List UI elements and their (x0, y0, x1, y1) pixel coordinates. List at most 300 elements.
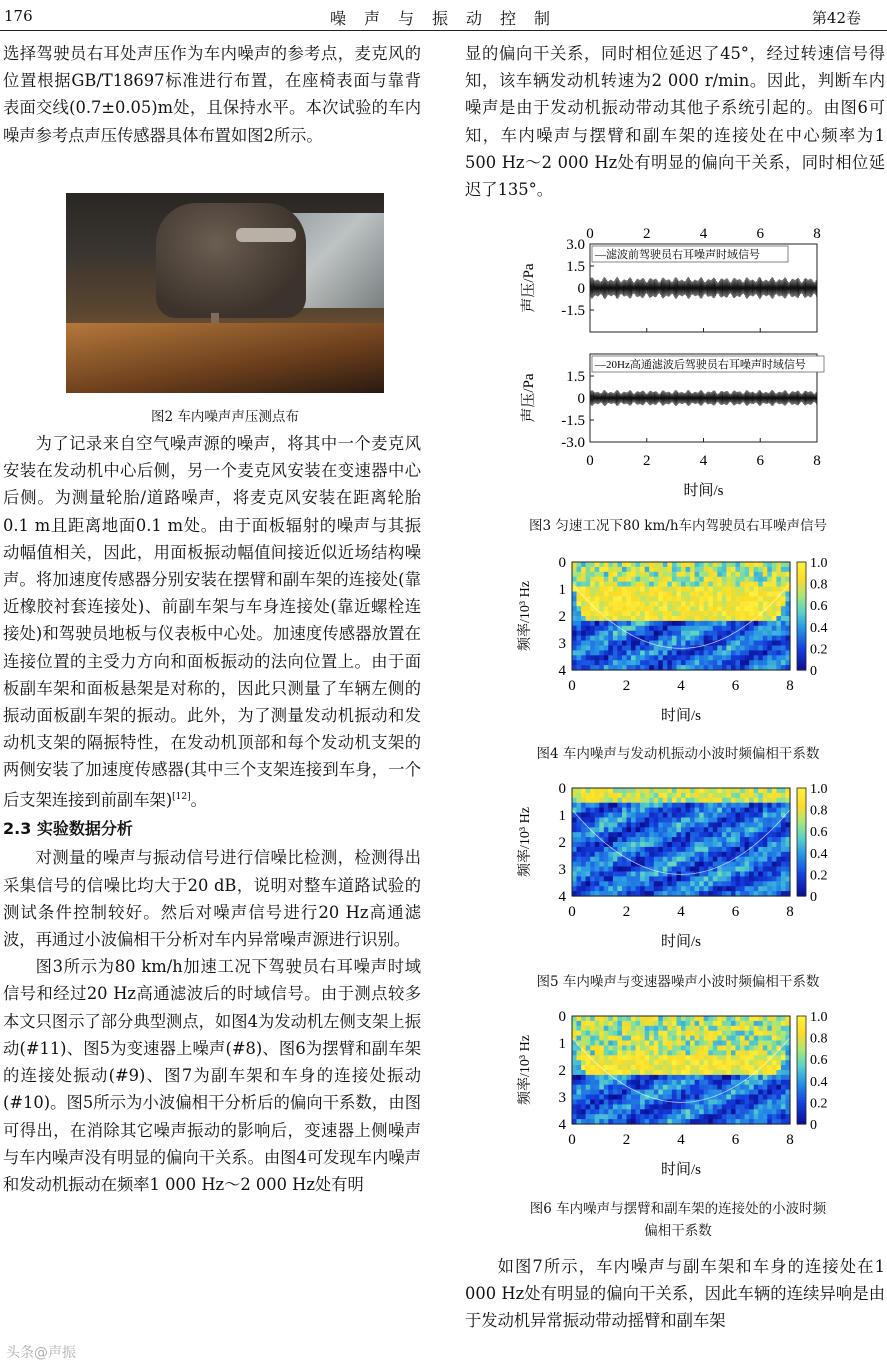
heatmap-cell (654, 582, 659, 588)
heatmap-cell (704, 818, 709, 824)
heatmap-cell (631, 582, 636, 588)
heatmap-cell (622, 660, 627, 666)
heatmap-cell (740, 650, 745, 656)
heatmap-cell (654, 1016, 659, 1022)
heatmap-cell (699, 867, 704, 873)
right-column-top (465, 40, 885, 203)
heatmap-cell (604, 1095, 609, 1101)
heatmap-cell (622, 641, 627, 647)
heatmap-cell (627, 582, 632, 588)
heatmap-cell (672, 567, 677, 573)
heatmap-cell (745, 562, 750, 568)
heatmap-cell (658, 660, 663, 666)
heatmap-cell (572, 852, 577, 858)
heatmap-cell (617, 1070, 622, 1076)
heatmap-cell (745, 1050, 750, 1056)
heatmap-cell (649, 577, 654, 583)
heatmap-cell (645, 808, 650, 814)
heatmap-cell (717, 852, 722, 858)
y-axis-label: 频率/10³ Hz (518, 807, 533, 877)
heatmap-cell (631, 660, 636, 666)
heatmap-cell (617, 587, 622, 593)
heatmap-cell (631, 788, 636, 794)
heatmap-cell (686, 813, 691, 819)
heatmap-cell (608, 641, 613, 647)
heatmap-cell (713, 567, 718, 573)
y-tick-label: -1.5 (561, 413, 585, 429)
x-tick-label-top: 2 (643, 226, 651, 242)
heatmap-cell (754, 793, 759, 799)
heatmap-cell (758, 872, 763, 878)
heatmap-cell (763, 650, 768, 656)
heatmap-cell (627, 872, 632, 878)
heatmap-cell (590, 1016, 595, 1022)
heatmap-cell (622, 818, 627, 824)
heatmap-cell (772, 1100, 777, 1106)
heatmap-cell (645, 852, 650, 858)
heatmap-cell (767, 876, 772, 882)
heatmap-cell (754, 1036, 759, 1042)
heatmap-cell (726, 827, 731, 833)
heatmap-cell (772, 1109, 777, 1115)
heatmap-cell (608, 881, 613, 887)
heatmap-cell (658, 631, 663, 637)
heatmap-cell (608, 562, 613, 568)
x-tick-label: 0 (568, 678, 576, 694)
heatmap-cell (736, 616, 741, 622)
heatmap-cell (708, 621, 713, 627)
heatmap-cell (586, 1085, 591, 1091)
heatmap-cell (776, 1041, 781, 1047)
heatmap-cell (622, 881, 627, 887)
heatmap-cell (677, 876, 682, 882)
heatmap-cell (595, 813, 600, 819)
heatmap-cell (758, 827, 763, 833)
x-tick-label: 4 (677, 904, 685, 920)
heatmap-cell (708, 813, 713, 819)
heatmap-cell (599, 631, 604, 637)
heatmap-cell (722, 601, 727, 607)
heatmap-cell (658, 1055, 663, 1061)
heatmap-cell (722, 857, 727, 863)
heatmap-cell (672, 1104, 677, 1110)
heatmap-cell (604, 813, 609, 819)
heatmap-cell (758, 646, 763, 652)
heatmap-cell (776, 567, 781, 573)
heatmap-cell (776, 1075, 781, 1081)
heatmap-cell (649, 1041, 654, 1047)
heatmap-cell (686, 876, 691, 882)
heatmap-cell (617, 1050, 622, 1056)
heatmap-cell (604, 818, 609, 824)
heatmap-cell (672, 793, 677, 799)
heatmap-cell (699, 1114, 704, 1120)
heatmap-cell (690, 827, 695, 833)
heatmap-cell (608, 1080, 613, 1086)
heatmap-cell (636, 827, 641, 833)
heatmap-cell (572, 1065, 577, 1071)
heatmap-cell (658, 655, 663, 661)
heatmap-cell (763, 582, 768, 588)
heatmap-cell (636, 562, 641, 568)
heatmap-cell (681, 660, 686, 666)
heatmap-cell (654, 1060, 659, 1066)
heatmap-cell (604, 631, 609, 637)
heatmap-cell (772, 1075, 777, 1081)
heatmap-cell (708, 611, 713, 617)
heatmap-cell (776, 1070, 781, 1076)
heatmap-cell (713, 798, 718, 804)
heatmap-cell (690, 837, 695, 843)
heatmap-cell (599, 1080, 604, 1086)
heatmap-cell (608, 876, 613, 882)
heatmap-cell (699, 611, 704, 617)
heatmap-cell (622, 1055, 627, 1061)
heatmap-cell (645, 1085, 650, 1091)
heatmap-cell (767, 852, 772, 858)
heatmap-cell (658, 1016, 663, 1022)
heatmap-cell (736, 842, 741, 848)
heatmap-cell (672, 852, 677, 858)
heatmap-cell (590, 793, 595, 799)
heatmap-cell (645, 1070, 650, 1076)
heatmap-cell (590, 1104, 595, 1110)
heatmap-cell (776, 813, 781, 819)
heatmap-cell (617, 813, 622, 819)
heatmap-cell (667, 822, 672, 828)
heatmap-cell (681, 793, 686, 799)
heatmap-cell (699, 1031, 704, 1037)
heatmap-cell (577, 1114, 582, 1120)
heatmap-cell (686, 641, 691, 647)
heatmap-cell (608, 646, 613, 652)
heatmap-cell (586, 862, 591, 868)
y-tick-label: 0 (577, 281, 585, 297)
heatmap-cell (767, 886, 772, 892)
heatmap-cell (736, 876, 741, 882)
heatmap-cell (681, 655, 686, 661)
heatmap-cell (604, 655, 609, 661)
heatmap-cell (599, 881, 604, 887)
heatmap-cell (686, 616, 691, 622)
heatmap-cell (754, 808, 759, 814)
heatmap-cell (745, 592, 750, 598)
heatmap-cell (749, 1036, 754, 1042)
figure-6-caption: 图6 车内噪声与摆臂和副车架的连接处的小波时频 偏相干系数 (529, 1201, 827, 1239)
heatmap-cell (631, 818, 636, 824)
heatmap-cell (758, 832, 763, 838)
heatmap-cell (767, 626, 772, 632)
heatmap-cell (649, 1050, 654, 1056)
heatmap-cell (717, 1109, 722, 1115)
heatmap-cell (695, 655, 700, 661)
heatmap-cell (608, 798, 613, 804)
heatmap-cell (672, 1090, 677, 1096)
heatmap-cell (613, 1036, 618, 1042)
heatmap-cell (740, 788, 745, 794)
heatmap-cell (722, 1031, 727, 1037)
heatmap-cell (586, 803, 591, 809)
heatmap-cell (572, 837, 577, 843)
heatmap-cell (622, 1036, 627, 1042)
heatmap-cell (681, 606, 686, 612)
page-header (0, 0, 887, 31)
heatmap-cell (586, 1021, 591, 1027)
heatmap-cell (604, 827, 609, 833)
heatmap-cell (599, 788, 604, 794)
heatmap-cell (636, 1075, 641, 1081)
heatmap-cell (663, 641, 668, 647)
page-number: 176 (4, 7, 33, 25)
heatmap-cell (717, 1114, 722, 1120)
heatmap-cell (649, 1109, 654, 1115)
heatmap-cell (776, 1109, 781, 1115)
heatmap-cell (772, 1046, 777, 1052)
heatmap-cell (627, 1075, 632, 1081)
heatmap-cell (776, 1080, 781, 1086)
heatmap-cell (781, 1055, 786, 1061)
heatmap-cell (726, 1036, 731, 1042)
heatmap-cell (613, 813, 618, 819)
heatmap-cell (595, 1104, 600, 1110)
heatmap-cell (731, 621, 736, 627)
heatmap-cell (649, 876, 654, 882)
heatmap-cell (663, 872, 668, 878)
heatmap-cell (595, 660, 600, 666)
heatmap-cell (763, 1055, 768, 1061)
heatmap-cell (776, 793, 781, 799)
heatmap-cell (636, 621, 641, 627)
heatmap-cell (590, 1085, 595, 1091)
heatmap-cell (717, 660, 722, 666)
heatmap-cell (622, 822, 627, 828)
heatmap-cell (745, 1104, 750, 1110)
heatmap-cell (690, 793, 695, 799)
heatmap-cell (740, 1055, 745, 1061)
heatmap-cell (754, 1041, 759, 1047)
heatmap-cell (690, 631, 695, 637)
colorbar-tick-label: 0 (810, 664, 817, 679)
heatmap-cell (745, 596, 750, 602)
heatmap-cell (649, 655, 654, 661)
heatmap-cell (622, 1080, 627, 1086)
heatmap-cell (767, 562, 772, 568)
heatmap-cell (572, 1085, 577, 1091)
heatmap-cell (622, 1085, 627, 1091)
heatmap-cell (745, 1026, 750, 1032)
heatmap-cell (745, 567, 750, 573)
heatmap-cell (654, 621, 659, 627)
heatmap-cell (731, 1036, 736, 1042)
heatmap-cell (699, 606, 704, 612)
heatmap-cell (695, 1065, 700, 1071)
heatmap-cell (577, 601, 582, 607)
heatmap-cell (617, 793, 622, 799)
heatmap-cell (672, 1041, 677, 1047)
heatmap-cell (654, 611, 659, 617)
heatmap-cell (776, 1055, 781, 1061)
heatmap-cell (745, 1114, 750, 1120)
heatmap-cell (622, 587, 627, 593)
heatmap-cell (608, 1104, 613, 1110)
heatmap-cell (722, 641, 727, 647)
heatmap-cell (581, 626, 586, 632)
heatmap-cell (690, 857, 695, 863)
heatmap-cell (604, 641, 609, 647)
heatmap-cell (772, 1031, 777, 1037)
heatmap-cell (726, 562, 731, 568)
heatmap-cell (726, 1109, 731, 1115)
heatmap-cell (754, 813, 759, 819)
heatmap-cell (590, 808, 595, 814)
heatmap-cell (754, 626, 759, 632)
heatmap-cell (581, 1075, 586, 1081)
x-tick-label: 2 (622, 678, 631, 694)
heatmap-cell (708, 847, 713, 853)
heatmap-cell (667, 626, 672, 632)
heatmap-cell (595, 862, 600, 868)
heatmap-cell (699, 876, 704, 882)
heatmap-cell (590, 1075, 595, 1081)
heatmap-cell (627, 886, 632, 892)
heatmap-cell (745, 1016, 750, 1022)
heatmap-cell (649, 847, 654, 853)
heatmap-cell (681, 1055, 686, 1061)
heatmap-cell (577, 562, 582, 568)
heatmap-cell (740, 842, 745, 848)
heatmap-cell (622, 567, 627, 573)
heatmap-cell (767, 1050, 772, 1056)
heatmap-cell (613, 641, 618, 647)
heatmap-cell (704, 1060, 709, 1066)
heatmap-cell (613, 1109, 618, 1115)
heatmap-cell (754, 1075, 759, 1081)
heatmap-cell (667, 587, 672, 593)
heatmap-cell (690, 881, 695, 887)
heatmap-cell (581, 1055, 586, 1061)
heatmap-cell (763, 1036, 768, 1042)
heatmap-cell (608, 1100, 613, 1106)
heatmap-cell (677, 1060, 682, 1066)
heatmap-cell (658, 1065, 663, 1071)
heatmap-cell (686, 587, 691, 593)
heatmap-cell (667, 818, 672, 824)
heatmap-cell (736, 808, 741, 814)
heatmap-cell (758, 862, 763, 868)
heatmap-cell (590, 577, 595, 583)
heatmap-cell (640, 1026, 645, 1032)
heatmap-cell (754, 1090, 759, 1096)
heatmap-cell (708, 655, 713, 661)
heatmap-cell (640, 788, 645, 794)
heatmap-cell (726, 1031, 731, 1037)
heatmap-cell (663, 596, 668, 602)
heatmap-cell (577, 1100, 582, 1106)
heatmap-cell (613, 1041, 618, 1047)
heatmap-cell (740, 1036, 745, 1042)
heatmap-cell (677, 827, 682, 833)
heatmap-cell (677, 1046, 682, 1052)
heatmap-cell (767, 872, 772, 878)
heatmap-cell (599, 1050, 604, 1056)
heatmap-cell (577, 1075, 582, 1081)
heatmap-cell (658, 616, 663, 622)
heatmap-cell (586, 1016, 591, 1022)
heatmap-cell (740, 876, 745, 882)
heatmap-cell (658, 626, 663, 632)
heatmap-cell (586, 1104, 591, 1110)
heatmap-cell (586, 813, 591, 819)
heatmap-cell (740, 1114, 745, 1120)
heatmap-cell (699, 592, 704, 598)
heatmap-cell (581, 587, 586, 593)
heatmap-cell (617, 886, 622, 892)
heatmap-cell (577, 611, 582, 617)
heatmap-cell (599, 626, 604, 632)
heatmap-cell (772, 572, 777, 578)
heatmap-cell (672, 813, 677, 819)
heatmap-cell (781, 862, 786, 868)
heatmap-cell (640, 852, 645, 858)
heatmap-cell (736, 582, 741, 588)
heatmap-cell (608, 650, 613, 656)
heatmap-cell (695, 1085, 700, 1091)
heatmap-cell (640, 881, 645, 887)
heatmap-cell (654, 872, 659, 878)
heatmap-cell (749, 818, 754, 824)
heatmap-cell (736, 1104, 741, 1110)
heatmap-cell (613, 793, 618, 799)
heatmap-cell (581, 616, 586, 622)
heatmap-cell (722, 655, 727, 661)
heatmap-cell (731, 1050, 736, 1056)
heatmap-cell (677, 1104, 682, 1110)
heatmap-cell (581, 567, 586, 573)
heatmap-cell (622, 862, 627, 868)
heatmap-cell (667, 1070, 672, 1076)
heatmap-cell (763, 813, 768, 819)
heatmap-cell (572, 1070, 577, 1076)
heatmap-cell (708, 572, 713, 578)
heatmap-cell (726, 601, 731, 607)
heatmap-cell (749, 808, 754, 814)
heatmap-cell (613, 876, 618, 882)
y-tick-label: 1 (558, 808, 566, 824)
heatmap-cell (608, 596, 613, 602)
heatmap-cell (776, 611, 781, 617)
heatmap-cell (581, 886, 586, 892)
heatmap-cell (586, 832, 591, 838)
heatmap-cell (740, 1041, 745, 1047)
heatmap-cell (708, 577, 713, 583)
heatmap-cell (722, 646, 727, 652)
heatmap-cell (781, 1070, 786, 1076)
heatmap-cell (586, 847, 591, 853)
heatmap-cell (754, 1016, 759, 1022)
heatmap-cell (658, 798, 663, 804)
heatmap-cell (590, 867, 595, 873)
heatmap-cell (667, 577, 672, 583)
heatmap-cell (690, 567, 695, 573)
heatmap-cell (708, 827, 713, 833)
heatmap-cell (658, 1109, 663, 1115)
heatmap-cell (776, 1095, 781, 1101)
heatmap-cell (754, 655, 759, 661)
heatmap-cell (699, 847, 704, 853)
heatmap-cell (590, 1026, 595, 1032)
heatmap-cell (654, 1065, 659, 1071)
heatmap-cell (704, 798, 709, 804)
